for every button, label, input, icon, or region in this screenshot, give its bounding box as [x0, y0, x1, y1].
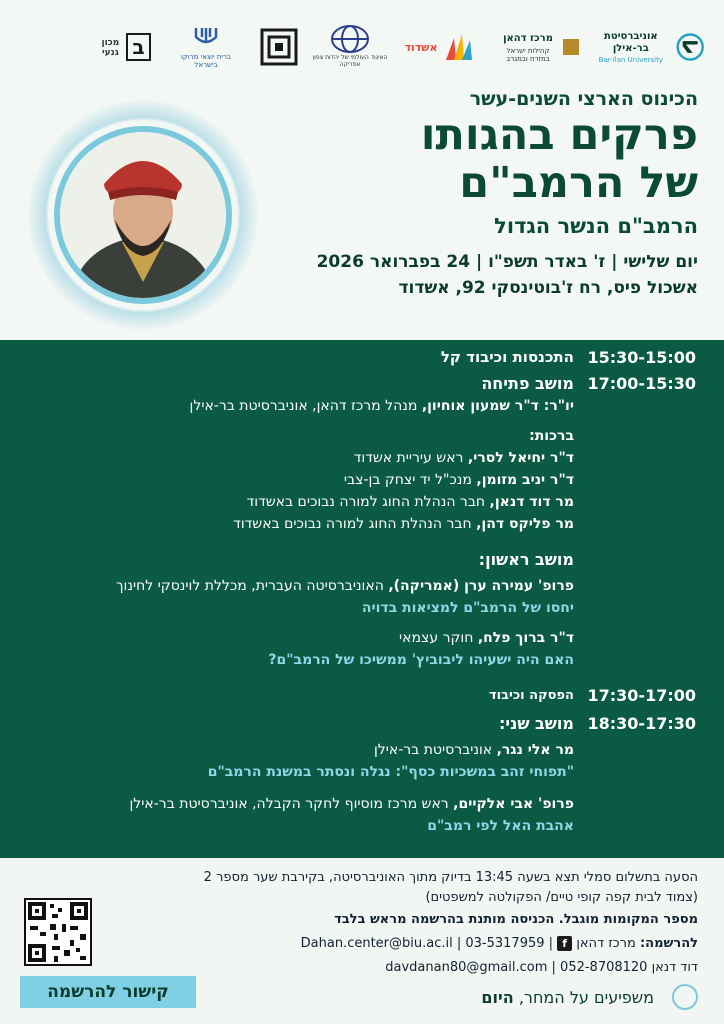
talk-title: האם היה ישעיהו ליבוביץ' ממשיכו של הרמב"ם?	[268, 652, 574, 668]
header-section	[0, 0, 724, 340]
menorah-emblem-icon	[193, 25, 219, 51]
tagline-emphasis: היום	[481, 988, 514, 1007]
slot-label: מושב פתיחה	[481, 374, 574, 393]
ashdod-emblem-icon	[442, 30, 476, 64]
register-label: להרשמה:	[639, 936, 698, 951]
greeting-text	[247, 494, 574, 510]
ganei-logo	[96, 24, 152, 70]
lecturer-name: ד"ר ברוך פלח,	[477, 630, 574, 646]
contact-email[interactable]: davdanan80@gmail.com	[385, 960, 548, 975]
greeting-text	[233, 516, 574, 532]
slot-time: 17:30-17:00	[587, 686, 696, 705]
greeter-role: חבר הנהלת החוג למורה נבוכים באשדוד	[246, 494, 490, 510]
lecturer-name: מר אלי נגר,	[496, 742, 574, 758]
logo-bar	[0, 18, 724, 78]
dahan-sub: קהילות ישראל במזרח ובמגרב	[506, 46, 550, 63]
bar-ilan-emblem-icon	[676, 30, 704, 64]
slot-time: 17:00-15:30	[587, 374, 696, 393]
lecturer-text	[129, 796, 574, 812]
dahan-logo	[492, 24, 584, 70]
register-phone: 03-5317959	[465, 936, 545, 951]
event-heading	[258, 88, 698, 298]
greeter-name: מר פליקס דהן,	[476, 516, 574, 532]
slot-label: מושב שני:	[498, 714, 574, 733]
greeter-name: מר דוד דנאן,	[489, 494, 574, 510]
ganei-emblem-icon: ב	[126, 33, 150, 61]
lecturer-affiliation: ראש מרכז מוסיוף לחקר הקבלה, אוניברסיטת בר-אילן	[129, 796, 454, 812]
conference-subtitle: הרמב"ם הנשר הגדול	[494, 213, 698, 238]
greeting-text	[344, 472, 574, 488]
globe-emblem-icon	[330, 25, 370, 53]
morocco-name: ברית יוצאי מרוקו בישראל	[181, 52, 231, 69]
chair-text	[190, 398, 574, 414]
event-location: אשכול פיס, רח ז'בוטינסקי 92, אשדוד	[398, 277, 698, 298]
lecturer-affiliation: האוניברסיטה העברית, מכללת לוינסקי לחינוך	[116, 578, 389, 594]
moreshet-logo	[312, 24, 388, 70]
morocco-logo	[168, 24, 244, 70]
footer-section	[0, 858, 724, 1024]
lecturer-name: פרופ' אבי אלקיים,	[453, 796, 574, 812]
ganei-name: מכון גנעי	[101, 37, 120, 58]
greetings-label: ברכות:	[529, 428, 574, 444]
register-center: מרכז דהאן	[576, 936, 636, 951]
lecturer-name: פרופ' עמירה ערן (אמריקה),	[388, 578, 574, 594]
ashdod-logo	[400, 24, 480, 70]
slot-time: 15:30-15:00	[587, 348, 696, 367]
registration-link-button[interactable]: קישור להרשמה	[20, 976, 196, 1008]
chair-affiliation: מנהל מרכז דהאן, אוניברסיטת בר-אילן	[189, 398, 422, 414]
contact-phone: 052-8708120	[560, 960, 648, 975]
maze-emblem-icon	[260, 28, 298, 66]
lecturer-text	[374, 742, 574, 758]
qr-code-icon	[26, 900, 90, 964]
moreshet-name: האיגוד העולמי של יהדות צפון אפריקה	[312, 54, 388, 68]
program-schedule	[0, 340, 724, 858]
conference-title-line2: של הרמב"ם	[459, 157, 698, 208]
lecturer-affiliation: אוניברסיטת בר-אילן	[373, 742, 497, 758]
biu-en: Bar-Ilan University	[598, 56, 663, 65]
shuttle-info-line1: הסעה בתשלום סמלי תצא בשעה 13:45 בדיוק מתוך האוניברסיטה, בקירבת שער מספר 2	[203, 870, 698, 885]
talk-title: "תפוחי זהב במשכיות כסף": נגלה ונסתר במשנת הרמב"ם	[207, 764, 574, 780]
registration-line: להרשמה: מרכז דהאן f | Dahan.center@biu.ac.il | 03-5317959	[300, 936, 698, 951]
registration-qr-code[interactable]	[24, 898, 92, 966]
lecturer-text	[116, 578, 574, 594]
slot-label: הפסקה וכיבוד	[488, 688, 574, 703]
talk-title: יחסו של הרמב"ם למציאות בדויה	[361, 600, 574, 616]
event-date: יום שלישי | ז' באדר תשפ"ו | 24 בפברואר 2026	[316, 251, 698, 272]
contact-name: דוד דנאן	[651, 960, 698, 975]
maimonides-portrait	[54, 126, 232, 304]
limited-seats-note: מספר המקומות מוגבל. הכניסה מותנת בהרשמה מראש בלבד	[334, 912, 698, 927]
contact-line: דוד דנאן 052-8708120 | davdanan80@gmail.com	[385, 960, 698, 975]
biu-circle-icon	[672, 984, 698, 1010]
facebook-icon[interactable]: f	[557, 936, 572, 951]
session-one-label: מושב ראשון:	[478, 550, 574, 569]
conference-pre-title: הכינוס הארצי השנים-עשר	[469, 88, 698, 110]
dahan-name: מרכז דהאן	[503, 33, 553, 45]
greeter-name: ד"ר יחיאל לסרי,	[467, 450, 574, 466]
tagline-main: משפיעים על המחר,	[513, 988, 654, 1007]
greeter-role: חבר הנהלת החוג למורה נבוכים באשדוד	[233, 516, 477, 532]
dahan-emblem-icon	[563, 39, 579, 55]
greeter-role: ראש עיריית אשדוד	[353, 450, 468, 466]
university-tagline	[481, 988, 654, 1007]
portrait-illustration	[60, 132, 226, 298]
shuttle-info-line2: (צמוד לבית קפה קופי טיים/ הפקולטה למשפטים)	[425, 890, 698, 905]
lecturer-text	[399, 630, 574, 646]
talk-title: אהבת האל לפי רמב"ם	[427, 818, 574, 834]
chair-name: יו"ר: ד"ר שמעון אוחיון,	[421, 398, 574, 414]
portrait-frame	[28, 100, 258, 330]
slot-time: 18:30-17:30	[587, 714, 696, 733]
ashdod-name: אשדוד	[404, 40, 438, 54]
lecturer-affiliation: חוקר עצמאי	[399, 630, 478, 646]
greeter-role: מנכ"ל יד יצחק בן-צבי	[343, 472, 477, 488]
greeting-text	[354, 450, 574, 466]
conference-title-line1: פרקים בהגותו	[420, 110, 698, 160]
register-email[interactable]: Dahan.center@biu.ac.il	[300, 936, 453, 951]
biu-name: אוניברסיטת בר-אילן	[603, 31, 658, 54]
slot-label: התכנסות וכיבוד קל	[440, 348, 574, 366]
maze-logo	[254, 24, 304, 70]
greeter-name: ד"ר יניב מזומן,	[476, 472, 574, 488]
bar-ilan-logo	[592, 24, 704, 70]
